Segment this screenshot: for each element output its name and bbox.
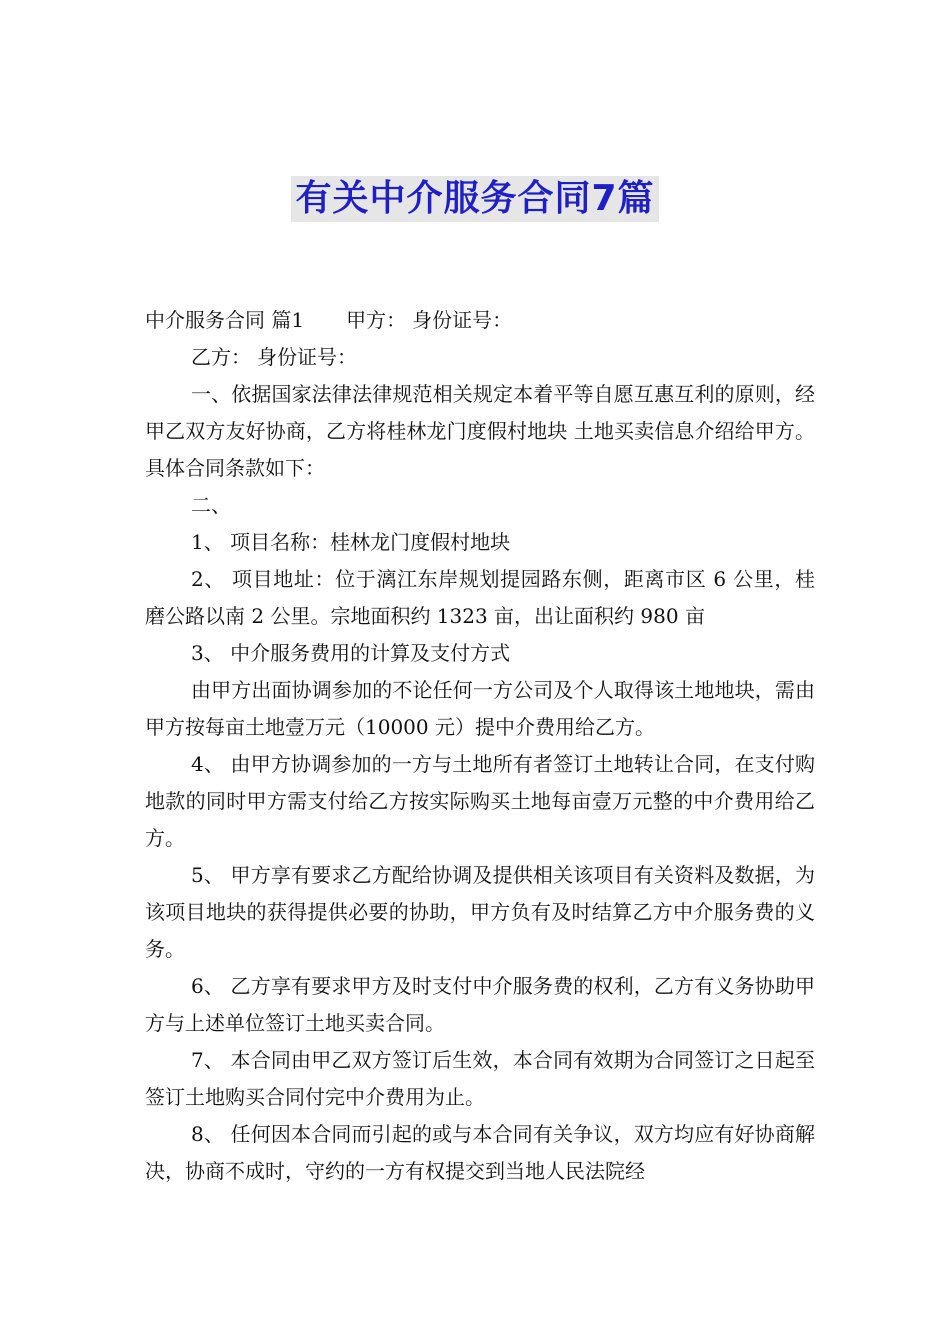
paragraph-item-3: 3、 中介服务费用的计算及支付方式 [191, 641, 511, 665]
contract-section-label: 中介服务合同 篇1 [145, 308, 305, 332]
party-a-label: 甲方： [346, 308, 407, 332]
paragraph-item-5: 5、 甲方享有要求乙方配给协调及提供相关该项目有关资料及数据，为该项目地块的获得提供必要的协助，甲方负有及时结算乙方中介服务费的义务。 [145, 863, 815, 961]
party-b-id-label: 身份证号： [257, 345, 357, 369]
paragraph-item-4: 4、 由甲方协调参加的一方与土地所有者签订土地转让合同，在支付购地款的同时甲方需支付给乙方按实际购买土地每亩壹万元整的中介费用给乙方。 [145, 752, 815, 850]
paragraph-item-2: 2、 项目地址：位于漓江东岸规划提园路东侧，距离市区 6 公里，桂磨公路以南 2 公里。宗地面积约 1323 亩，出让面积约 980 亩 [145, 567, 815, 628]
party-a-id-label: 身份证号： [412, 308, 513, 332]
document-body [145, 302, 815, 1190]
heading-line [145, 302, 815, 339]
paragraph-fee-detail: 由甲方出面协调参加的不论任何一方公司及个人取得该土地地块，需由甲方按每亩土地壹万元（10000 元）提中介费用给乙方。 [145, 678, 815, 739]
title-container [0, 176, 950, 222]
paragraph-item-8: 8、 任何因本合同而引起的或与本合同有关争议，双方均应有好协商解决，协商不成时，守约的一方有权提交到当地人民法院经 [145, 1122, 815, 1183]
paragraph-item-1: 1、 项目名称：桂林龙门度假村地块 [191, 530, 511, 554]
party-b-label: 乙方： [191, 345, 251, 369]
party-b-line [145, 339, 815, 376]
paragraph-item-6: 6、 乙方享有要求甲方及时支付中介服务费的权利，乙方有义务协助甲方与上述单位签订土地买卖合同。 [145, 974, 815, 1035]
paragraph-clause-2: 二、 [191, 493, 231, 517]
paragraph-clause-1: 一、依据国家法律法律规范相关规定本着平等自愿互惠互利的原则，经甲乙双方友好协商，乙方将桂林龙门度假村地块 土地买卖信息介绍给甲方。具体合同条款如下： [145, 382, 815, 480]
paragraph-item-7: 7、 本合同由甲乙双方签订后生效，本合同有效期为合同签订之日起至签订土地购买合同付完中介费用为止。 [145, 1048, 815, 1109]
document-title: 有关中介服务合同7篇 [291, 176, 658, 222]
